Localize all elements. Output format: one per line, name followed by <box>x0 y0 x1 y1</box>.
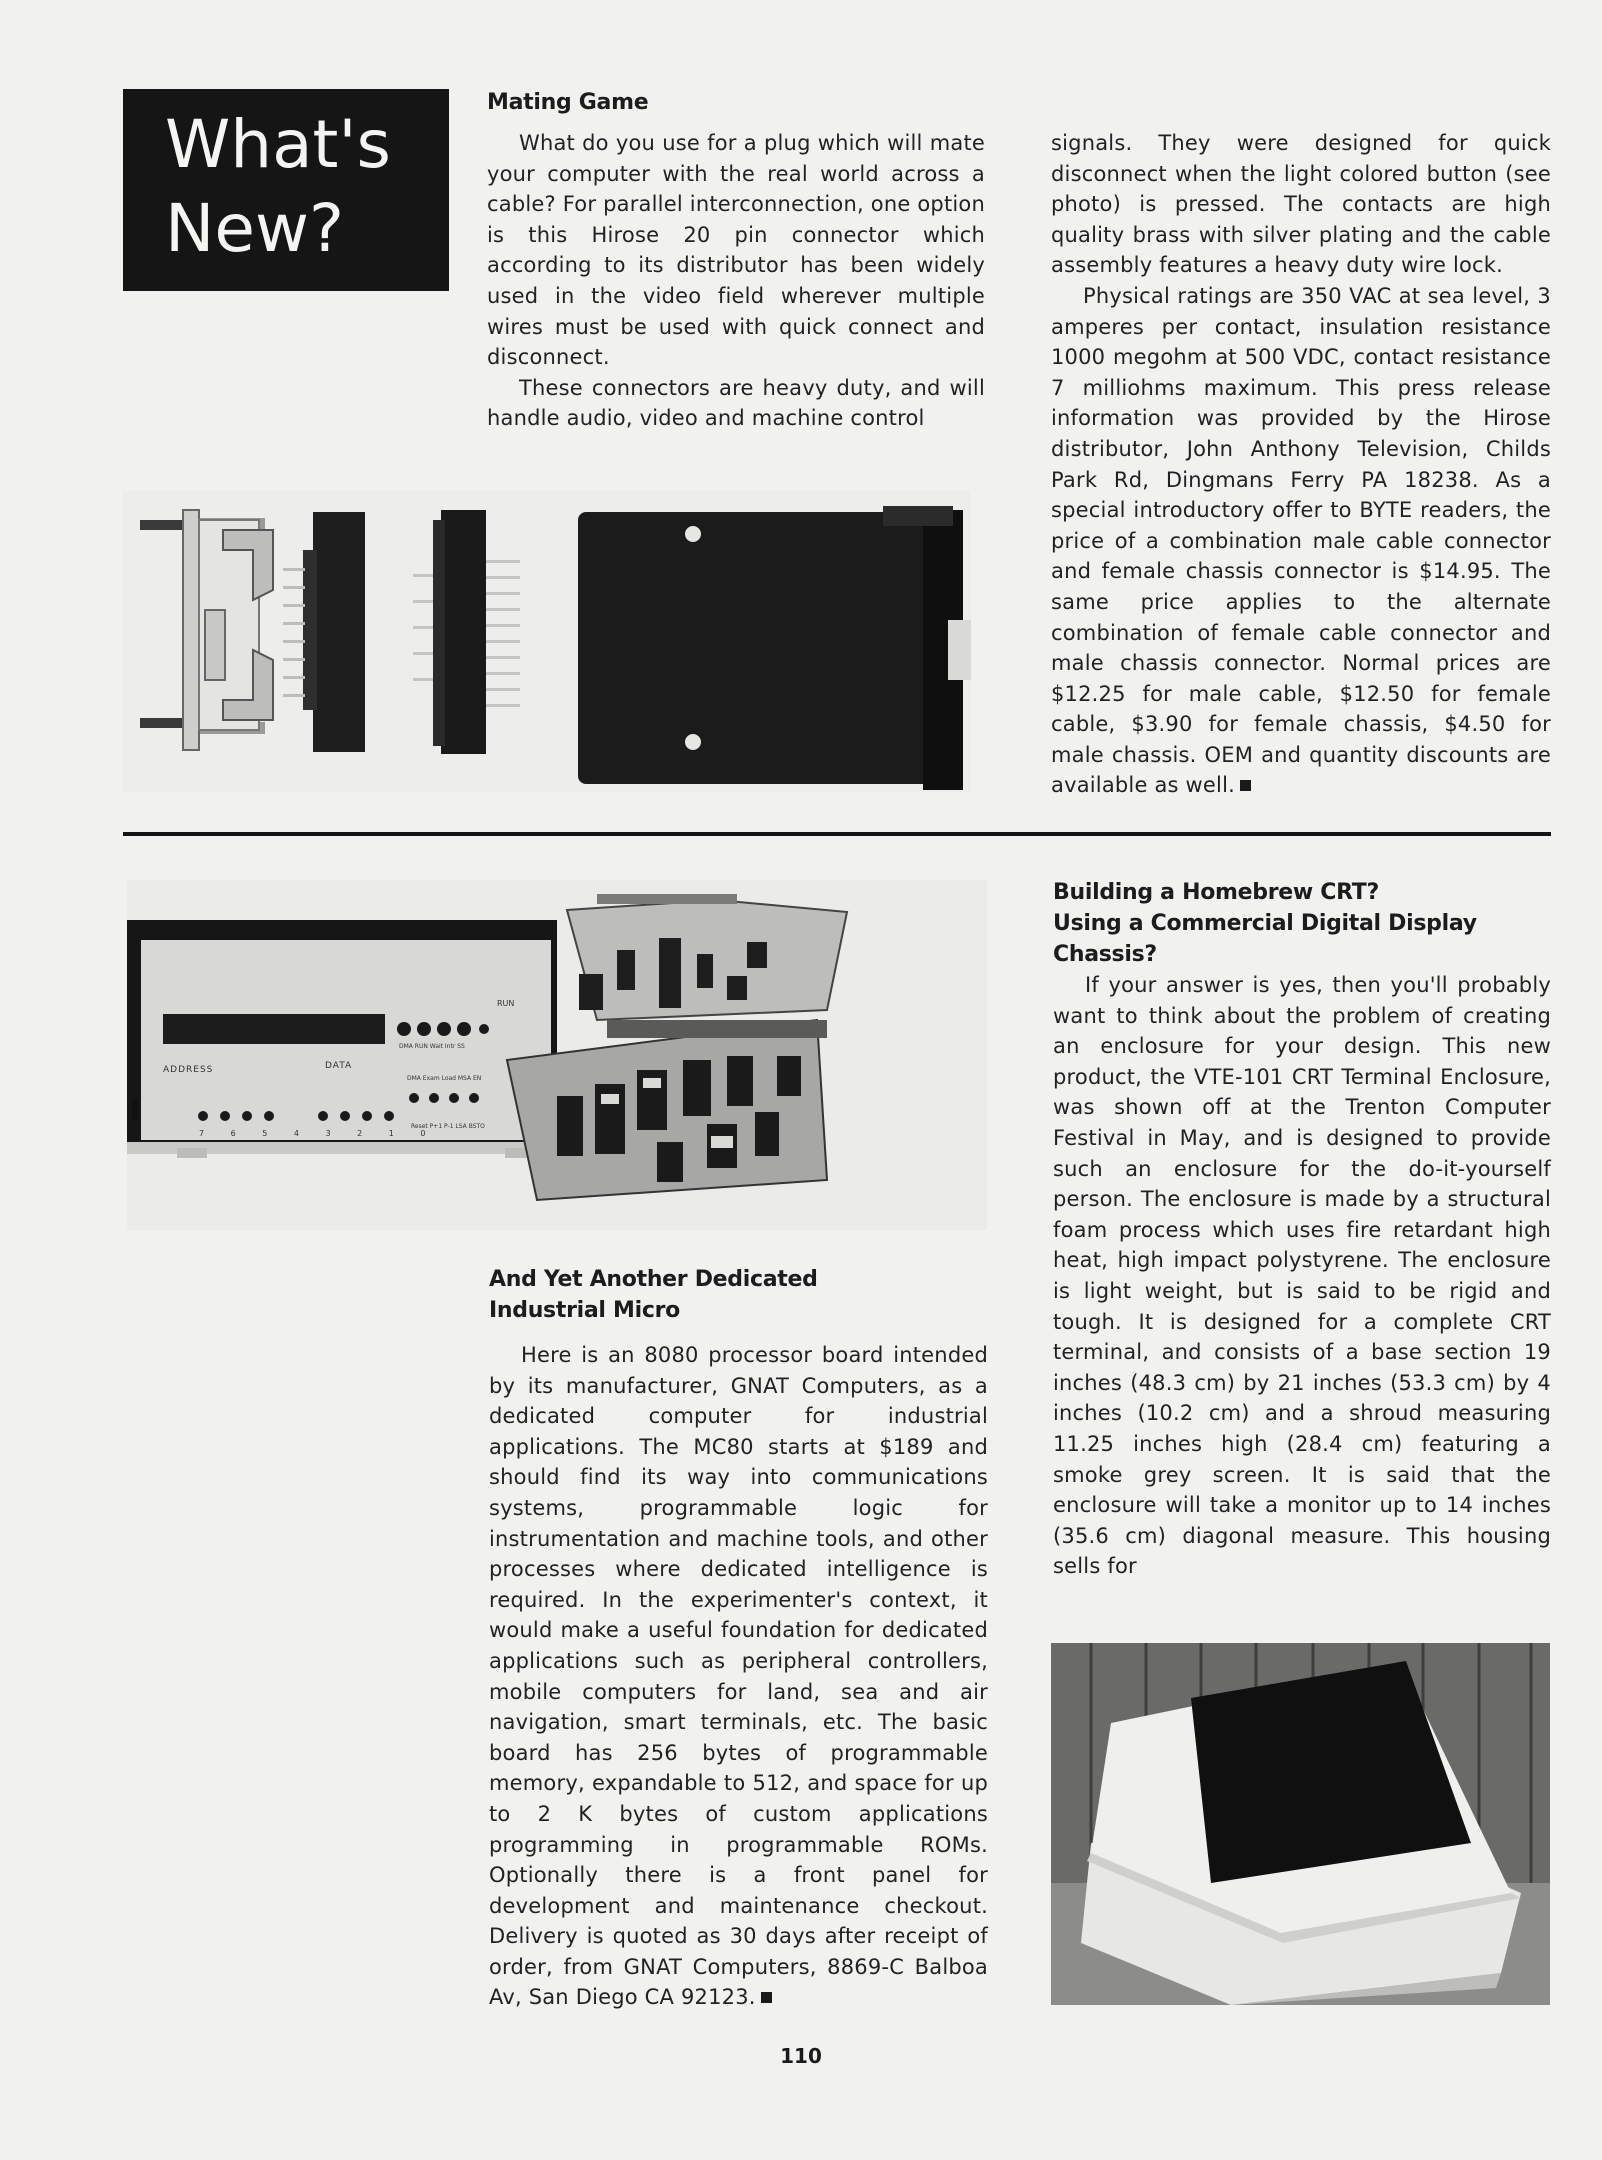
processor-board-photo <box>127 880 987 1230</box>
connector-photo <box>123 490 971 792</box>
article1-paragraph: What do you use for a plug which will mate your computer with the real world across a cable? For parallel interconnection, one option is this Hirose 20 pin connector which according to its distributor has been widely used in the video field wherever multiple wires must be used with quick connect and disconnect. <box>487 131 985 370</box>
page-number: 110 <box>780 2044 822 2068</box>
article1-left-text <box>487 128 985 434</box>
end-of-article-mark <box>761 1992 772 2003</box>
section-title-line2: New? <box>165 190 344 267</box>
article1-heading: Mating Game <box>487 90 649 115</box>
article1-paragraph: These connectors are heavy duty, and will handle audio, video and machine control <box>487 375 985 431</box>
article2-heading-line2: Industrial Micro <box>489 1298 680 1323</box>
section-divider <box>123 832 1551 836</box>
panel-label-row1: DMA RUN Wait Intr SS <box>399 1043 465 1050</box>
end-of-article-mark <box>1240 780 1251 791</box>
section-title-block <box>123 89 449 291</box>
article1-paragraph: signals. They were designed for quick disconnect when the light colored button (see photo) is pressed. The contacts are high quality brass with silver plating and the cable assembly features a heavy duty wire lock. <box>1051 131 1551 278</box>
article2-text <box>489 1340 988 2013</box>
panel-label-digits: 7 6 5 4 3 2 1 0 <box>199 1129 438 1138</box>
article1-paragraph <box>1051 281 1551 801</box>
article2-heading-line1: And Yet Another Dedicated <box>489 1267 818 1292</box>
panel-label-run: RUN <box>497 999 515 1008</box>
article2-paragraph-text: Here is an 8080 processor board intended by its manufacturer, GNAT Computers, as a dedicated computer for industrial applications. The MC80 starts at $189 and should find its way into communications systems, programmable logic for instrumentation and machine tools, and other processes where dedicated intelligence is required. In the experimenter's context, it would make a useful foundation for dedicated applications such as peripheral controllers, mobile computers for land, sea and air navigation, smart terminals, etc. The basic board has 256 bytes of programmable memory, expandable to 512, and space for up to 2 K bytes of custom applications programming in programmable ROMs. Optionally there is a front panel for development and maintenance checkout. Delivery is quoted as 30 days after receipt of order, from GNAT Computers, 8869-C Balboa Av, San Diego CA 92123. <box>489 1343 988 2010</box>
panel-label-data: DATA <box>325 1061 353 1071</box>
article3-heading-line1: Building a Homebrew CRT? <box>1053 880 1379 905</box>
article2-heading <box>489 1264 989 1326</box>
panel-label-address: ADDRESS <box>163 1065 214 1075</box>
article2-paragraph <box>489 1340 988 2013</box>
panel-label-row2: DMA Exam Load MSA EN <box>407 1075 482 1082</box>
article3-paragraph: If your answer is yes, then you'll probably want to think about the problem of creating an enclosure for your design. This new product, the VTE-101 CRT Terminal Enclosure, was shown off at the Trenton Computer Festival in May, and is designed to provide such an enclosure for the do-it-yourself person. The enclosure is made by a structural foam process which uses fire retardant high heat, high impact polystyrene. The enclosure is light weight, but is said to be rigid and tough. It is designed for a complete CRT terminal, and consists of a base section 19 inches (48.3 cm) by 21 inches (53.3 cm) by 4 inches (10.2 cm) and a shroud measuring 11.25 inches high (28.4 cm) featuring a smoke grey screen. It is said that the enclosure will take a monitor up to 14 inches (35.6 cm) diagonal measure. This housing sells for <box>1053 973 1551 1579</box>
panel-label-row3: Reset P+1 P-1 LSA BSTO <box>411 1123 485 1130</box>
article3-text <box>1053 970 1551 1582</box>
article3-heading-line2: Using a Commercial Digital Display Chassis? <box>1053 911 1477 967</box>
article3-heading <box>1053 877 1573 970</box>
crt-enclosure-photo <box>1051 1643 1550 2005</box>
article1-paragraph-text: Physical ratings are 350 VAC at sea level, 3 amperes per contact, insulation resistance 1000 megohm at 500 VDC, contact resistance 7 milliohms maximum. This press release information was provided by the Hirose distributor, John Anthony Television, Childs Park Rd, Dingmans Ferry PA 18238. As a special introductory offer to BYTE readers, the price of a combination male cable connector and female chassis connector is $14.95. The same price applies to the alternate combination of female cable connector and male chassis connector. Normal prices are $12.25 for male cable, $12.50 for female cable, $3.90 for female chassis, $4.50 for male chassis. OEM and quantity discounts are available as well. <box>1051 283 1551 798</box>
section-title-line1: What's <box>165 106 391 183</box>
article1-right-text <box>1051 128 1551 801</box>
